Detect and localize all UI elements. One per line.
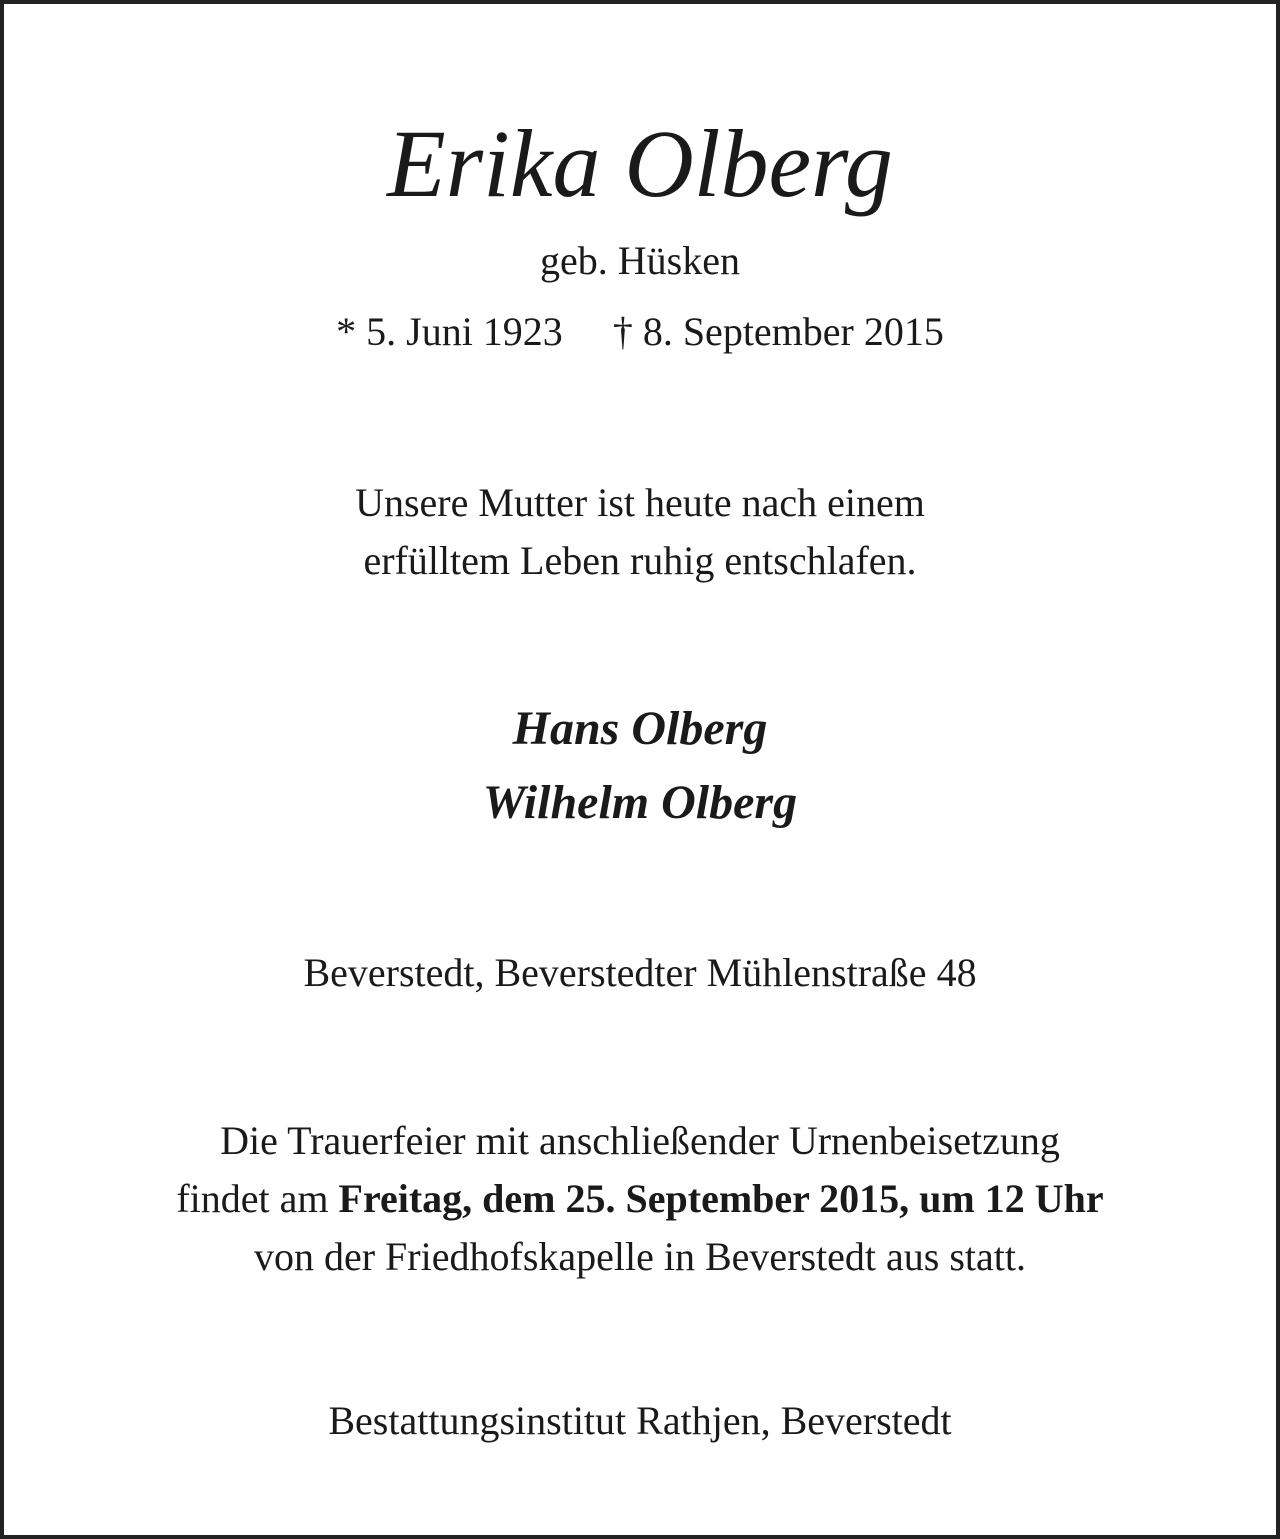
service-line-3: von der Friedhofskapelle in Beverstedt aus statt. (253, 1234, 1027, 1279)
message-line-1: Unsere Mutter ist heute nach einem (355, 480, 925, 525)
survivor-name-2: Wilhelm Olberg (482, 776, 798, 829)
condolence-message (4, 474, 1276, 590)
funeral-service-info (4, 1112, 1276, 1286)
service-line-1: Die Trauerfeier mit anschließender Urnenbeisetzung (220, 1118, 1060, 1163)
service-line-2-prefix: findet am (176, 1176, 329, 1221)
life-dates (4, 307, 1276, 357)
deceased-name: Erika Olberg (387, 110, 893, 217)
birth-date: * 5. Juni 1923 (336, 309, 563, 354)
service-date-time: Freitag, dem 25. September 2015, um 12 Uhr (338, 1176, 1104, 1221)
survivor-name-1: Hans Olberg (512, 702, 768, 755)
message-line-2: erfülltem Leben ruhig entschlafen. (363, 538, 917, 583)
family-address: Beverstedt, Beverstedter Mühlenstraße 48 (303, 950, 977, 995)
death-date: † 8. September 2015 (612, 309, 944, 354)
maiden-name: geb. Hüsken (540, 238, 740, 283)
service-line-2 (4, 1170, 1276, 1228)
funeral-home: Bestattungsinstitut Rathjen, Beverstedt (328, 1398, 952, 1443)
